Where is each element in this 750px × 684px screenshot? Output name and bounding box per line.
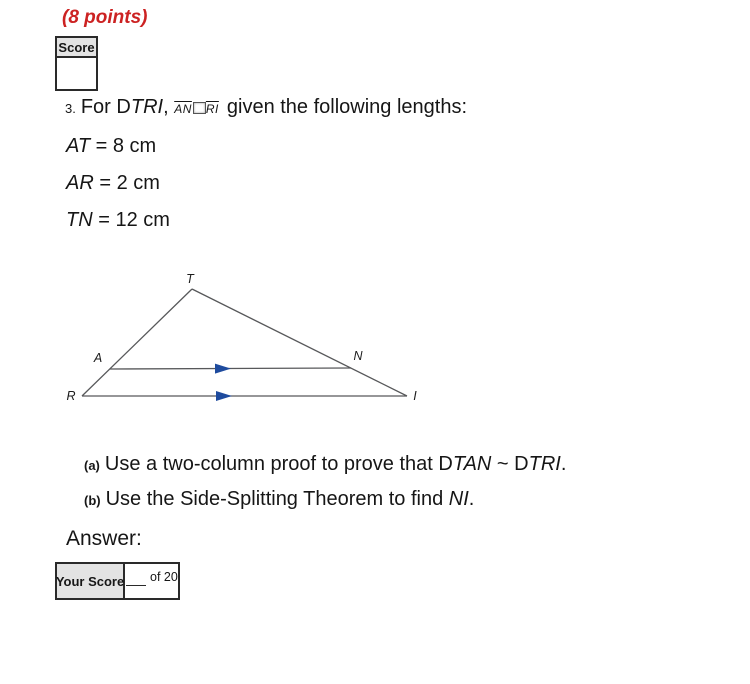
question-intro-pre: For (80, 96, 117, 118)
given-2-name: AR (66, 172, 94, 194)
given-3-value: = 12 cm (92, 209, 170, 231)
vertex-label-T: T (186, 272, 194, 286)
parallel-arrow-icon-ri (216, 391, 232, 401)
part-b-segment: NI (448, 488, 469, 510)
part-a-similar-symbol: ~ (491, 453, 515, 475)
triangle-name: TRI (130, 96, 164, 118)
part-a-triangle-1: TAN (452, 453, 492, 475)
question-line (65, 96, 467, 119)
segment-ri-label: $\overline{RI}$ (205, 102, 219, 116)
score-of-text: of 20 (150, 570, 178, 584)
comma: , (163, 96, 175, 118)
points-label: (8 points) (62, 7, 148, 28)
part-b-label: (b) (84, 493, 101, 508)
parallel-arrow-icon-an (215, 364, 231, 374)
score-box-header: Score (57, 38, 96, 58)
part-a-delta-1: D (438, 453, 453, 475)
part-a-period: . (560, 453, 567, 475)
answer-label: Answer: (66, 527, 142, 550)
vertex-label-R: R (66, 389, 76, 403)
given-1-name: AT (66, 135, 91, 157)
part-a-label: (a) (84, 458, 100, 473)
your-score-label: Your Score (57, 564, 125, 598)
score-blank-line (126, 585, 146, 586)
part-a-line (84, 453, 566, 476)
delta-symbol: D (116, 96, 131, 118)
part-b-line (84, 488, 474, 511)
part-a-triangle-2: TRI (528, 453, 561, 475)
your-score-value-cell (125, 564, 178, 598)
given-length-2 (66, 172, 160, 195)
question-number: 3. (65, 101, 76, 116)
segment-an-label: $\overline{AN}$ (174, 102, 192, 116)
given-2-value: = 2 cm (93, 172, 160, 194)
score-box (55, 36, 98, 91)
given-3-name: TN (66, 209, 93, 231)
vertex-label-I: I (413, 389, 417, 403)
your-score-box (55, 562, 180, 600)
part-b-period: . (468, 488, 475, 510)
question-intro-post: given the following lengths: (226, 96, 468, 118)
given-length-1 (66, 135, 156, 158)
triangle-diagram (55, 258, 435, 413)
part-a-text: Use a two-column proof to prove that (104, 453, 439, 475)
side-TR (82, 289, 192, 396)
part-b-text: Use the Side-Splitting Theorem to find (105, 488, 449, 510)
part-a-delta-2: D (514, 453, 529, 475)
given-length-3 (66, 209, 170, 232)
vertex-label-N: N (353, 349, 363, 363)
vertex-label-A: A (93, 351, 103, 365)
side-TI (192, 289, 407, 396)
score-box-empty-cell (57, 58, 96, 89)
missing-glyph-icon (193, 102, 206, 114)
given-1-value: = 8 cm (90, 135, 157, 157)
